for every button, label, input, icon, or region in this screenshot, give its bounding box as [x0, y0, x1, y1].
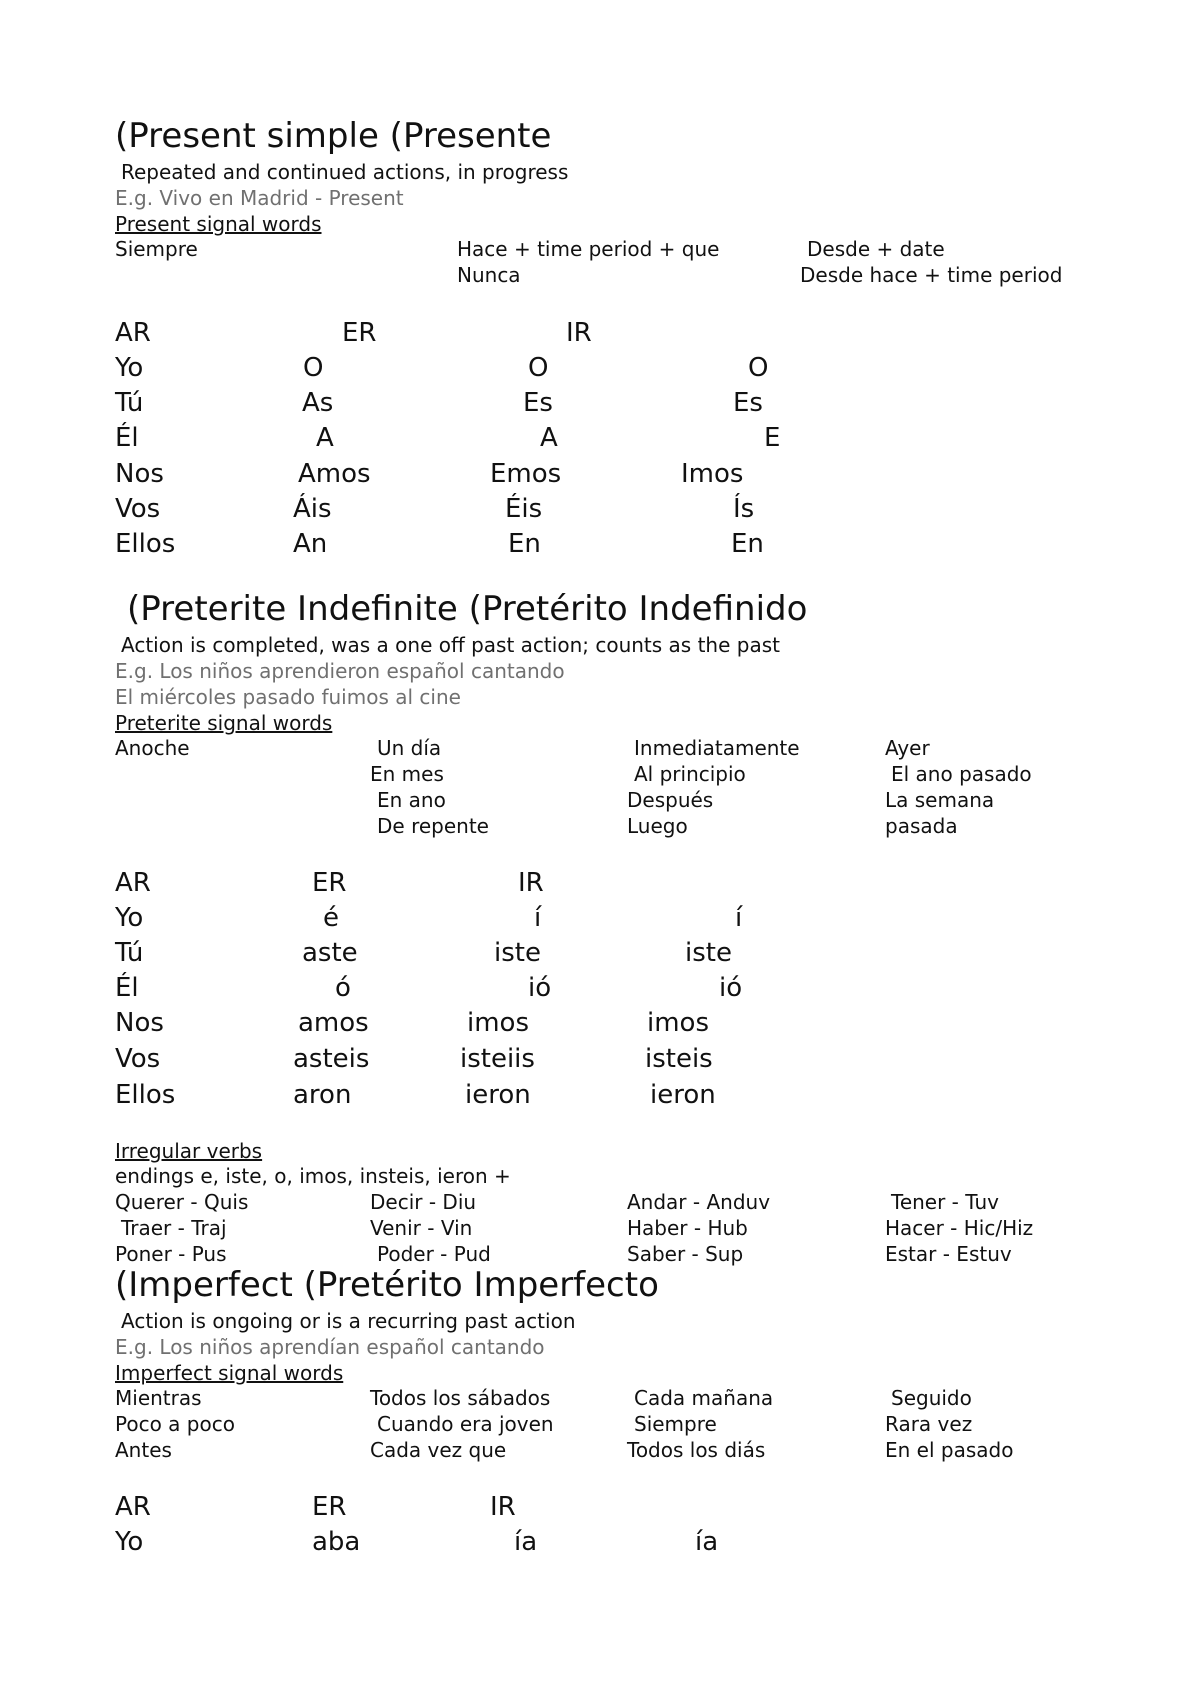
preterite-signal-word: Al principio [634, 762, 746, 786]
present-table-cell: En [731, 529, 764, 559]
present-table-cell: Vos [115, 494, 161, 524]
present-table-cell: Ellos [115, 529, 176, 559]
present-table-cell: Éis [505, 494, 543, 524]
irregular-verb: Tener - Tuv [891, 1190, 999, 1214]
present-table-cell: Es [523, 388, 553, 418]
present-signal-word: Nunca [457, 263, 521, 287]
preterite-table-cell: ió [719, 973, 743, 1003]
imperfect-signal-word: Rara vez [885, 1412, 973, 1436]
present-table-cell: An [293, 529, 328, 559]
present-table-cell: As [302, 388, 334, 418]
irregular-verb: Andar - Anduv [627, 1190, 771, 1214]
present-table-cell: O [528, 353, 549, 383]
preterite-signal-word: Un día [377, 736, 442, 760]
present-table-cell: Áis [293, 494, 332, 524]
imperfect-table-cell: ER [312, 1492, 347, 1522]
imperfect-signal-word: Seguido [891, 1386, 972, 1410]
present-table-cell: Ís [733, 494, 755, 524]
preterite-table-cell: Él [115, 973, 139, 1003]
present-table-cell: Emos [490, 459, 562, 489]
irregular-verb: Estar - Estuv [885, 1242, 1012, 1266]
preterite-table-cell: imos [467, 1008, 530, 1038]
imperfect-signal-word: Todos los sábados [370, 1386, 551, 1410]
preterite-signal-title: Preterite signal words [115, 711, 333, 735]
preterite-signal-word: La semana [885, 788, 995, 812]
present-table-cell: O [303, 353, 324, 383]
present-table-cell: Nos [115, 459, 164, 489]
preterite-signal-word: En mes [370, 762, 444, 786]
imperfect-signal-word: Poco a poco [115, 1412, 235, 1436]
preterite-table-cell: Nos [115, 1008, 164, 1038]
present-signal-word: Desde + date [807, 237, 945, 261]
irregular-verb: Poder - Pud [377, 1242, 491, 1266]
preterite-signal-word: Luego [627, 814, 688, 838]
imperfect-signal-word: Siempre [634, 1412, 717, 1436]
preterite-table-cell: asteis [293, 1044, 370, 1074]
preterite-table-cell: iste [494, 938, 541, 968]
imperfect-signal-word: Antes [115, 1438, 172, 1462]
imperfect-heading: (Imperfect (Pretérito Imperfecto [115, 1265, 659, 1305]
irregular-verb: Traer - Traj [121, 1216, 227, 1240]
preterite-table-cell: ieron [650, 1080, 716, 1110]
preterite-table-cell: Yo [115, 903, 144, 933]
imperfect-signal-title: Imperfect signal words [115, 1361, 344, 1385]
present-table-cell: Es [733, 388, 763, 418]
preterite-table-cell: Ellos [115, 1080, 176, 1110]
present-table-cell: AR [115, 318, 151, 348]
imperfect-signal-word: Mientras [115, 1386, 202, 1410]
present-signal-title: Present signal words [115, 212, 322, 236]
imperfect-table-cell: ía [695, 1527, 719, 1557]
preterite-table-cell: isteis [645, 1044, 713, 1074]
present-table-cell: E [764, 423, 781, 453]
irregular-verb: Venir - Vin [370, 1216, 473, 1240]
present-description: Repeated and continued actions, in progress [121, 160, 569, 184]
imperfect-table-cell: IR [490, 1492, 516, 1522]
preterite-description: Action is completed, was a one off past action; counts as the past [121, 633, 780, 657]
preterite-example: El miércoles pasado fuimos al cine [115, 685, 461, 709]
imperfect-signal-word: Cada vez que [370, 1438, 507, 1462]
present-table-cell: A [540, 423, 558, 453]
preterite-signal-word: De repente [377, 814, 489, 838]
preterite-signal-word: En ano [377, 788, 446, 812]
present-signal-word: Desde hace + time period [800, 263, 1063, 287]
present-heading: (Present simple (Presente [115, 116, 552, 156]
preterite-table-cell: aste [302, 938, 358, 968]
irregular-verb: Decir - Diu [370, 1190, 477, 1214]
irregular-verb: Hacer - Hic/Hiz [885, 1216, 1034, 1240]
imperfect-signal-word: Cuando era joven [377, 1412, 554, 1436]
imperfect-signal-word: En el pasado [885, 1438, 1014, 1462]
present-signal-word: Siempre [115, 237, 198, 261]
irregular-title: Irregular verbs [115, 1139, 263, 1163]
preterite-signal-word: Después [627, 788, 714, 812]
present-table-cell: Imos [681, 459, 744, 489]
irregular-verb: Poner - Pus [115, 1242, 227, 1266]
preterite-table-cell: isteiis [460, 1044, 535, 1074]
preterite-table-cell: ieron [465, 1080, 531, 1110]
present-table-cell: En [508, 529, 541, 559]
irregular-verb: Haber - Hub [627, 1216, 748, 1240]
preterite-signal-word: pasada [885, 814, 958, 838]
imperfect-table-cell: ía [514, 1527, 538, 1557]
present-table-cell: IR [566, 318, 592, 348]
preterite-table-cell: é [323, 903, 339, 933]
present-signal-word: Hace + time period + que [457, 237, 720, 261]
preterite-table-cell: ER [312, 868, 347, 898]
irregular-verb: Saber - Sup [627, 1242, 744, 1266]
irregular-endings: endings e, iste, o, imos, insteis, ieron + [115, 1164, 511, 1188]
imperfect-signal-word: Todos los diás [627, 1438, 766, 1462]
preterite-table-cell: IR [518, 868, 544, 898]
preterite-table-cell: Tú [115, 938, 144, 968]
present-table-cell: Yo [115, 353, 144, 383]
present-example: E.g. Vivo en Madrid - Present [115, 186, 404, 210]
preterite-table-cell: imos [647, 1008, 710, 1038]
preterite-table-cell: ió [528, 973, 552, 1003]
preterite-table-cell: amos [298, 1008, 369, 1038]
imperfect-example: E.g. Los niños aprendían español cantando [115, 1335, 545, 1359]
irregular-verb: Querer - Quis [115, 1190, 249, 1214]
preterite-table-cell: í [534, 903, 542, 933]
preterite-signal-word: El ano pasado [891, 762, 1032, 786]
preterite-signal-word: Inmediatamente [634, 736, 800, 760]
preterite-table-cell: Vos [115, 1044, 161, 1074]
present-table-cell: Amos [298, 459, 371, 489]
imperfect-table-cell: aba [312, 1527, 361, 1557]
present-table-cell: A [316, 423, 334, 453]
preterite-signal-word: Anoche [115, 736, 190, 760]
imperfect-signal-word: Cada mañana [634, 1386, 774, 1410]
present-table-cell: Él [115, 423, 139, 453]
preterite-signal-word: Ayer [885, 736, 930, 760]
imperfect-table-cell: Yo [115, 1527, 144, 1557]
preterite-table-cell: iste [685, 938, 732, 968]
preterite-table-cell: aron [293, 1080, 352, 1110]
preterite-table-cell: ó [335, 973, 351, 1003]
present-table-cell: Tú [115, 388, 144, 418]
imperfect-description: Action is ongoing or is a recurring past action [121, 1309, 576, 1333]
present-table-cell: ER [342, 318, 377, 348]
imperfect-table-cell: AR [115, 1492, 151, 1522]
preterite-table-cell: AR [115, 868, 151, 898]
preterite-heading: (Preterite Indefinite (Pretérito Indefinido [127, 589, 808, 629]
preterite-example: E.g. Los niños aprendieron español cantando [115, 659, 565, 683]
present-table-cell: O [748, 353, 769, 383]
preterite-table-cell: í [735, 903, 743, 933]
